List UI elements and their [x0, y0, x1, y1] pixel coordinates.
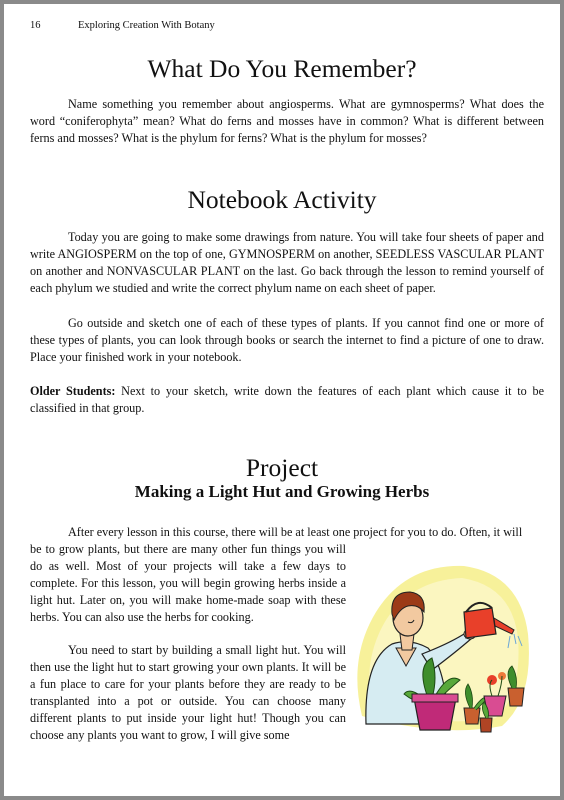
older-students-paragraph — [30, 383, 544, 417]
older-students-text: Next to your sketch, write down the features of each plant which cause it to be classified in that group. — [30, 384, 544, 415]
older-students-label: Older Students: — [30, 384, 116, 398]
notebook-heading: Notebook Activity — [187, 185, 377, 214]
notebook-paragraph-1: Today you are going to make some drawings from nature. You will take four sheets of paper and write ANGIOSPERM on the top of one, GYMNOSPERM on another, SEEDLESS VASCULAR PLANT on another and NONVASCULAR PLANT on the last. Go back through the lesson to remind yourself of each phylum we studied and write the correct phylum name on each sheet of paper. — [30, 230, 544, 295]
notebook-paragraph-2: Go outside and sketch one of each of these types of plants. If you cannot find one or more of these types of plants, you can look through books or search the internet to find a picture of one to draw. Place your finished work in your notebook. — [30, 316, 544, 364]
book-title: Exploring Creation With Botany — [78, 20, 215, 31]
remember-text: Name something you remember about angiosperms. What are gymnosperms? What does the word “coniferophyta” mean? What do ferns and mosses have in common? What is different between ferns and mosses? What is the phylum for ferns? What is the phylum for mosses? — [30, 97, 544, 145]
person-watering-plants-icon — [352, 548, 532, 738]
project-subheading: Making a Light Hut and Growing Herbs — [134, 482, 430, 501]
project-heading: Project — [245, 453, 319, 482]
project-paragraph-2: You need to start by building a small light hut. You will then use the light hut to start growing your own plants. It will be a fun place to care for your plants before they are ready to be transplanted into a pot or outside. You can choose many different plants to put inside your light hut! Though you can choose any plants you want to grow, I will give some — [30, 643, 346, 742]
page-number: 16 — [30, 20, 41, 31]
remember-heading: What Do You Remember? — [147, 54, 417, 83]
document-page — [4, 4, 560, 796]
project-intro-text: be to grow plants, but there are many other fun things you will do as well. Most of your projects will take a few days to complete. For this lesson, you will begin growing herbs inside a light hut. Later on, you will make home-made soap with these herbs. You can also use the herbs for cooking. — [30, 542, 346, 624]
project-intro-line: After every lesson in this course, there will be at least one project for you to do. Often, it will — [68, 525, 523, 539]
